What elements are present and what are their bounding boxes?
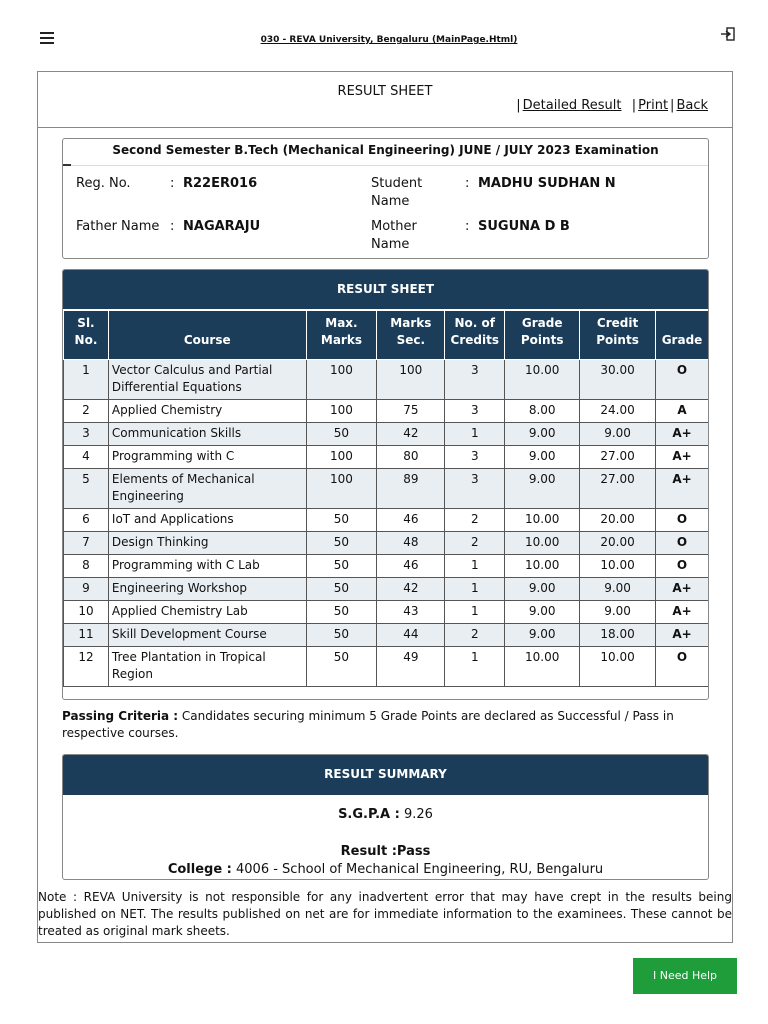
grade-cell: A+	[656, 446, 709, 469]
marks-sec-cell: 43	[377, 601, 445, 624]
grade-points-cell: 9.00	[505, 578, 580, 601]
marks-sec-cell: 42	[377, 423, 445, 446]
grade-points-cell: 10.00	[505, 555, 580, 578]
sl-no-cell: 1	[64, 360, 109, 400]
panel-header	[38, 72, 732, 128]
father-name-label: Father Name	[76, 219, 160, 234]
marks-sec-cell: 46	[377, 555, 445, 578]
header-max-marks: Max. Marks	[306, 311, 377, 360]
credit-points-cell: 20.00	[580, 532, 656, 555]
exam-title: Second Semester B.Tech (Mechanical Engineering) JUNE / JULY 2023 Examination	[112, 143, 659, 157]
grade-points-cell: 9.00	[505, 601, 580, 624]
mother-name-value: SUGUNA D B	[478, 219, 570, 234]
mother-name-label-2: Name	[371, 237, 410, 252]
detailed-result-link[interactable]: Detailed Result	[522, 98, 622, 113]
colon: :	[170, 176, 175, 191]
result-sheet-box	[62, 269, 709, 700]
panel-title: RESULT SHEET	[337, 84, 433, 99]
marks-sec-cell: 46	[377, 509, 445, 532]
grade-cell: A+	[656, 578, 709, 601]
grade-cell: A+	[656, 423, 709, 446]
credits-cell: 1	[445, 423, 505, 446]
grade-points-cell: 10.00	[505, 509, 580, 532]
sgpa-label: S.G.P.A :	[338, 807, 400, 822]
header-grade: Grade	[656, 311, 709, 360]
table-row	[64, 601, 709, 624]
college-line	[63, 862, 708, 877]
grade-cell: A+	[656, 624, 709, 647]
credits-cell: 2	[445, 509, 505, 532]
top-bar	[0, 0, 768, 70]
credit-points-cell: 9.00	[580, 578, 656, 601]
credit-points-cell: 27.00	[580, 469, 656, 509]
max-marks-cell: 50	[306, 532, 377, 555]
credits-cell: 3	[445, 360, 505, 400]
header-grade-points: Grade Points	[505, 311, 580, 360]
passing-criteria	[62, 708, 702, 742]
marks-sec-cell: 48	[377, 532, 445, 555]
course-cell: IoT and Applications	[108, 509, 306, 532]
max-marks-cell: 100	[306, 469, 377, 509]
marks-sec-cell: 100	[377, 360, 445, 400]
credits-cell: 3	[445, 446, 505, 469]
result-summary-box	[62, 754, 709, 880]
course-cell: Engineering Workshop	[108, 578, 306, 601]
page-title[interactable]: 030 - REVA University, Bengaluru (MainPage.Html)	[260, 35, 518, 45]
divider-tick	[63, 164, 71, 166]
result-sheet-title: RESULT SHEET	[63, 270, 708, 310]
credit-points-cell: 24.00	[580, 400, 656, 423]
table-row	[64, 446, 709, 469]
sl-no-cell: 3	[64, 423, 109, 446]
grade-cell: O	[656, 555, 709, 578]
credit-points-cell: 20.00	[580, 509, 656, 532]
sl-no-cell: 10	[64, 601, 109, 624]
max-marks-cell: 50	[306, 555, 377, 578]
grade-cell: O	[656, 647, 709, 687]
colon: :	[465, 219, 470, 234]
credits-cell: 2	[445, 624, 505, 647]
max-marks-cell: 50	[306, 509, 377, 532]
marks-sec-cell: 75	[377, 400, 445, 423]
course-cell: Tree Plantation in Tropical Region	[108, 647, 306, 687]
colon: :	[170, 219, 175, 234]
print-link[interactable]: Print	[638, 98, 669, 113]
marks-sec-cell: 80	[377, 446, 445, 469]
header-credits: No. of Credits	[445, 311, 505, 360]
back-link[interactable]: Back	[676, 98, 708, 113]
sl-no-cell: 9	[64, 578, 109, 601]
grade-cell: A+	[656, 601, 709, 624]
course-cell: Applied Chemistry	[108, 400, 306, 423]
credit-points-cell: 30.00	[580, 360, 656, 400]
table-header-row	[64, 311, 709, 360]
course-cell: Programming with C	[108, 446, 306, 469]
sl-no-cell: 12	[64, 647, 109, 687]
college-value: 4006 - School of Mechanical Engineering, RU, Bengaluru	[231, 862, 604, 877]
sl-no-cell: 2	[64, 400, 109, 423]
credit-points-cell: 10.00	[580, 555, 656, 578]
student-info-box	[62, 138, 709, 259]
credits-cell: 1	[445, 578, 505, 601]
max-marks-cell: 100	[306, 446, 377, 469]
sgpa-line	[63, 807, 708, 822]
disclaimer-note: Note : REVA University is not responsible for any inadvertent error that may have crept in the results being published on NET. The results published on net are for immediate information to the examinees. These cannot be treated as original mark sheets.	[38, 890, 732, 938]
result-line	[63, 844, 708, 859]
marks-sec-cell: 44	[377, 624, 445, 647]
result-value: Pass	[396, 844, 431, 859]
student-name-label-1: Student	[371, 176, 423, 191]
father-name-value: NAGARAJU	[183, 219, 261, 234]
course-cell: Communication Skills	[108, 423, 306, 446]
passing-criteria-text: Candidates securing minimum 5 Grade Points are declared as Successful / Pass in respective courses.	[62, 709, 674, 740]
table-row	[64, 578, 709, 601]
header-credit-points: Credit Points	[580, 311, 656, 360]
result-panel	[37, 71, 733, 943]
max-marks-cell: 50	[306, 578, 377, 601]
header-sl-no: Sl. No.	[64, 311, 109, 360]
marks-sec-cell: 42	[377, 578, 445, 601]
table-row	[64, 509, 709, 532]
table-row	[64, 469, 709, 509]
result-summary-title: RESULT SUMMARY	[63, 755, 708, 795]
table-row	[64, 400, 709, 423]
result-label: Result :	[340, 844, 397, 859]
sl-no-cell: 6	[64, 509, 109, 532]
max-marks-cell: 100	[306, 400, 377, 423]
max-marks-cell: 50	[306, 647, 377, 687]
grade-points-cell: 9.00	[505, 446, 580, 469]
passing-criteria-label: Passing Criteria :	[62, 709, 179, 723]
credit-points-cell: 18.00	[580, 624, 656, 647]
student-name-label-2: Name	[371, 194, 410, 209]
course-cell: Skill Development Course	[108, 624, 306, 647]
grade-points-cell: 9.00	[505, 624, 580, 647]
logout-icon[interactable]	[720, 26, 736, 42]
reg-no-value: R22ER016	[183, 176, 258, 191]
grade-points-cell: 9.00	[505, 423, 580, 446]
result-table	[63, 310, 709, 687]
credits-cell: 3	[445, 469, 505, 509]
sl-no-cell: 5	[64, 469, 109, 509]
sgpa-value: 9.26	[399, 807, 433, 822]
grade-cell: A	[656, 400, 709, 423]
grade-cell: O	[656, 360, 709, 400]
header-marks-sec: Marks Sec.	[377, 311, 445, 360]
credits-cell: 1	[445, 601, 505, 624]
grade-cell: O	[656, 509, 709, 532]
table-row	[64, 647, 709, 687]
sl-no-cell: 4	[64, 446, 109, 469]
credit-points-cell: 9.00	[580, 423, 656, 446]
grade-points-cell: 10.00	[505, 647, 580, 687]
grade-points-cell: 8.00	[505, 400, 580, 423]
max-marks-cell: 100	[306, 360, 377, 400]
table-row	[64, 532, 709, 555]
max-marks-cell: 50	[306, 624, 377, 647]
reg-no-label: Reg. No.	[76, 176, 131, 191]
student-name-value: MADHU SUDHAN N	[478, 176, 616, 191]
header-course: Course	[108, 311, 306, 360]
panel-links: | Detailed Result | Print | Back	[516, 98, 708, 113]
table-row	[64, 360, 709, 400]
need-help-button[interactable]: I Need Help	[633, 958, 737, 994]
course-cell: Programming with C Lab	[108, 555, 306, 578]
mother-name-label-1: Mother	[371, 219, 417, 234]
marks-sec-cell: 89	[377, 469, 445, 509]
course-cell: Applied Chemistry Lab	[108, 601, 306, 624]
grade-points-cell: 9.00	[505, 469, 580, 509]
grade-cell: O	[656, 532, 709, 555]
table-row	[64, 555, 709, 578]
credit-points-cell: 9.00	[580, 601, 656, 624]
credits-cell: 1	[445, 647, 505, 687]
credit-points-cell: 10.00	[580, 647, 656, 687]
credits-cell: 3	[445, 400, 505, 423]
sl-no-cell: 11	[64, 624, 109, 647]
marks-sec-cell: 49	[377, 647, 445, 687]
grade-points-cell: 10.00	[505, 532, 580, 555]
course-cell: Elements of Mechanical Engineering	[108, 469, 306, 509]
credit-points-cell: 27.00	[580, 446, 656, 469]
college-label: College :	[167, 862, 232, 877]
table-row	[64, 423, 709, 446]
result-table-body	[64, 360, 709, 687]
max-marks-cell: 50	[306, 601, 377, 624]
grade-cell: A+	[656, 469, 709, 509]
course-cell: Vector Calculus and Partial Differential Equations	[108, 360, 306, 400]
table-row	[64, 624, 709, 647]
course-cell: Design Thinking	[108, 532, 306, 555]
colon: :	[465, 176, 470, 191]
grade-points-cell: 10.00	[505, 360, 580, 400]
sl-no-cell: 7	[64, 532, 109, 555]
sl-no-cell: 8	[64, 555, 109, 578]
max-marks-cell: 50	[306, 423, 377, 446]
divider	[63, 165, 708, 166]
credits-cell: 2	[445, 532, 505, 555]
credits-cell: 1	[445, 555, 505, 578]
